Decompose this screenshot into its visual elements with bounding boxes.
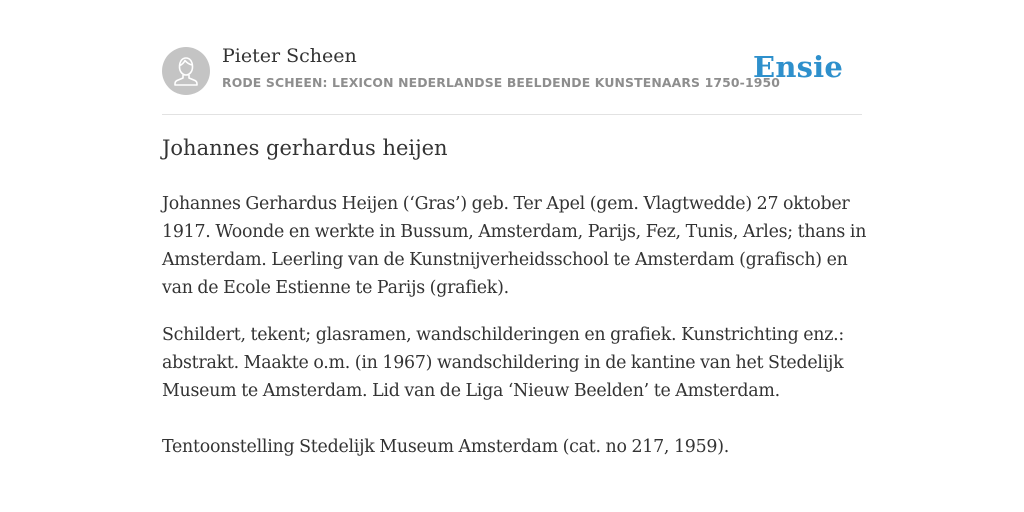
source-title[interactable]: RODE SCHEEN: LEXICON NEDERLANDSE BEELDENDE KUNSTENAARS 1750-1950	[222, 75, 781, 90]
user-silhouette-icon	[162, 47, 210, 95]
ensie-logo[interactable]: Ensie	[753, 50, 843, 84]
author-avatar[interactable]	[162, 47, 210, 95]
article-body	[162, 190, 867, 480]
article-paragraph: Schildert, tekent; glasramen, wandschilderingen en grafiek. Kunstrichting enz.: abstrakt. Maakte o.m. (in 1967) wandschildering in de kantine van het Stedelijk Museum te Amsterdam. Lid van de Liga ‘Nieuw Beelden’ te Amsterdam. Tentoonstelling Stedelijk Museum Amsterdam (cat. no 217, 1959).	[162, 325, 845, 457]
author-name[interactable]: Pieter Scheen	[222, 45, 357, 67]
article-title: Johannes gerhardus heijen	[162, 136, 448, 160]
article-header	[162, 0, 862, 115]
article-page	[162, 0, 867, 457]
article-paragraph: Johannes Gerhardus Heijen (‘Gras’) geb. Ter Apel (gem. Vlagtwedde) 27 oktober 1917. Woonde en werkte in Bussum, Amsterdam, Parijs, Fez, Tunis, Arles; thans in Amsterdam. Leerling van de Kunstnijverheidsschool te Amsterdam (grafisch) en van de Ecole Estienne te Parijs (grafiek).	[162, 194, 867, 298]
